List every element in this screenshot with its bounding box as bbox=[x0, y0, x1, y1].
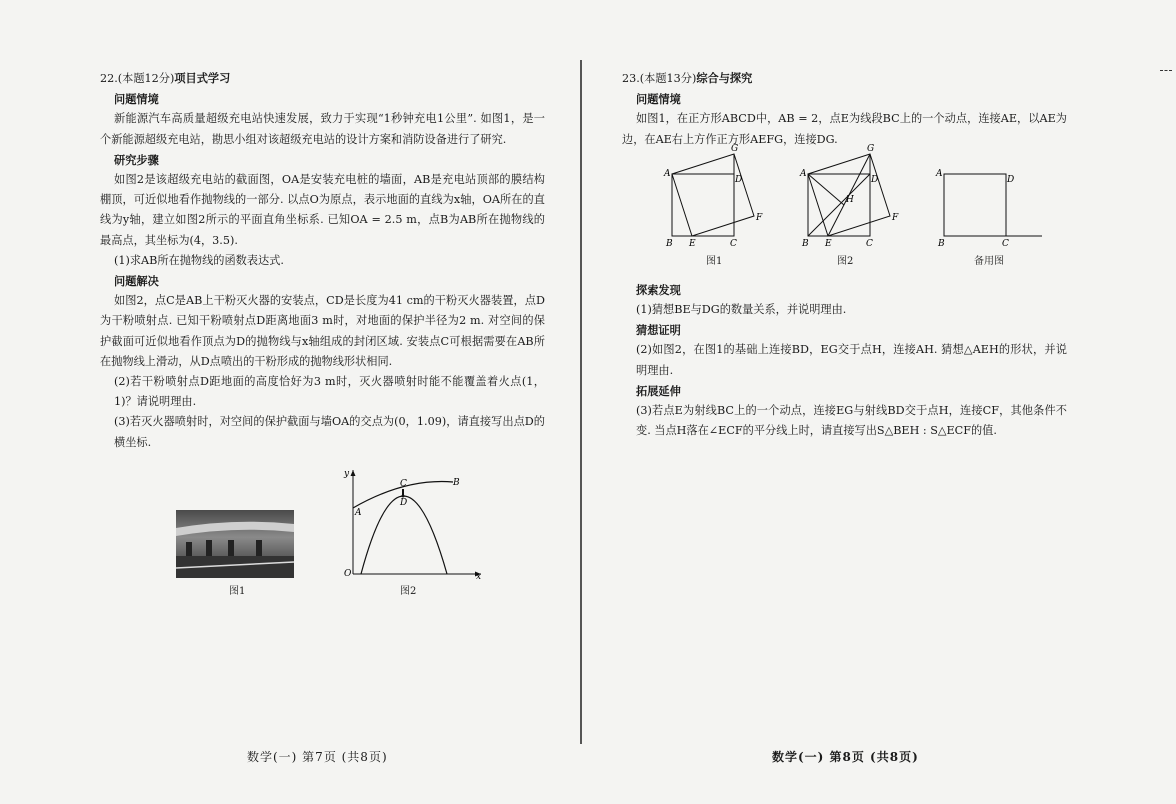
paragraph: 新能源汽车高质量超级充电站快速发展，致力于实现“1秒钟充电1公里”. 如图1，是一个新能源超级充电站，勘思小组对该超级充电站的设计方案和消防设备进行了研究. bbox=[100, 112, 545, 146]
square-abcd bbox=[672, 174, 734, 236]
question-score: (本题12分) bbox=[117, 72, 175, 85]
paragraph: 如图2是该超级充电站的截面图，OA是安装充电桩的墙面，AB是充电站顶部的膜结构棚顶，可近似地看作抛物线的一部分. 以点O为原点，表示地面的直线为x轴，OA所在的直线为y轴，建立如图2所示的平面直角坐标系. 已知OA = 2.5 m，点B为AB所在抛物线的最高点，其坐标为(4，3.5). bbox=[100, 173, 545, 247]
label-h: H bbox=[846, 195, 854, 205]
charging-station-photo bbox=[176, 510, 294, 578]
square-aefg bbox=[672, 154, 754, 236]
subquestion-3: (3)若灭火器喷射时，对空间的保护截面与墙OA的交点为(0，1.09)，请直接写出点D的横坐标. bbox=[114, 415, 545, 449]
label-e: E bbox=[689, 239, 696, 249]
label-c: C bbox=[730, 239, 737, 249]
label-d: D bbox=[735, 175, 743, 185]
question-score: (本题13分) bbox=[639, 72, 697, 85]
square-figures bbox=[662, 140, 1082, 268]
label-a: A bbox=[800, 169, 807, 179]
label-d: D bbox=[1007, 175, 1015, 185]
backup-figure-caption: 备用图 bbox=[974, 256, 1004, 267]
subquestion-2: (2)若干粉喷射点D距地面的高度恰好为3 m时，灭火器喷射时能不能覆盖着火点(1，1)？请说明理由. bbox=[114, 375, 545, 409]
section-heading: 问题情境 bbox=[636, 92, 681, 107]
question-22 bbox=[100, 68, 545, 453]
question-number: 22. bbox=[100, 72, 118, 85]
page-8 bbox=[582, 0, 1176, 804]
question-22-header bbox=[100, 68, 545, 89]
x-axis-label: x bbox=[476, 572, 482, 582]
label-c: C bbox=[1002, 239, 1009, 249]
page-7 bbox=[0, 0, 580, 804]
question-number: 23. bbox=[622, 72, 640, 85]
parabola-diagram bbox=[335, 462, 485, 582]
segment-bd bbox=[808, 174, 870, 236]
figure-2-caption: 图2 bbox=[837, 256, 854, 267]
subquestion-1: (1)猜想BE与DG的数量关系，并说明理由. bbox=[636, 303, 847, 317]
page-footer: 数学(一) 第7页 (共8页) bbox=[247, 750, 388, 764]
label-c: C bbox=[866, 239, 873, 249]
y-axis-arrow bbox=[351, 470, 356, 476]
label-e: E bbox=[825, 239, 832, 249]
section-heading: 问题解决 bbox=[114, 274, 159, 289]
label-g: G bbox=[731, 144, 739, 154]
subquestion-3: (3)若点E为射线BC上的一个动点，连接EG与射线BD交于点H，连接CF，其他条件不变. 当点H落在∠ECF的平分线上时，请直接写出S△BEH : S△ECF的值. bbox=[636, 404, 1067, 438]
figure-1 bbox=[663, 144, 763, 249]
question-23-header bbox=[622, 68, 1067, 89]
label-b: B bbox=[666, 239, 673, 249]
paragraph: 如图2，点C是AB上干粉灭火器的安装点，CD是长度为41 cm的干粉灭火器装置，点D为干粉喷射点. 已知干粉喷射点D距离地面3 m时，对地面的保护半径为2 m. 对空间的保护截面可近似地看作顶点为D的抛物线与x轴组成的封闭区域. 安装点C可根据需要在AB所在抛物线上滑动，从D点喷出的干粉形成的抛物线形状相同. bbox=[100, 294, 545, 368]
section-heading: 研究步骤 bbox=[114, 152, 159, 167]
page-footer: 数学(一) 第8页 (共8页) bbox=[772, 750, 919, 764]
label-f: F bbox=[756, 213, 763, 223]
point-b-label: B bbox=[453, 478, 460, 488]
origin-label: O bbox=[344, 569, 352, 579]
subquestion-2: (2)如图2，在图1的基础上连接BD，EG交于点H，连接AH. 猜想△AEH的形状，并说明理由. bbox=[636, 343, 1067, 377]
question-title: 综合与探究 bbox=[696, 71, 753, 85]
y-axis-label: y bbox=[344, 469, 350, 479]
label-g: G bbox=[867, 144, 875, 154]
section-heading: 拓展延伸 bbox=[636, 383, 681, 398]
label-b: B bbox=[938, 239, 945, 249]
point-d-label: D bbox=[400, 498, 408, 508]
label-d: D bbox=[871, 175, 879, 185]
section-heading: 猜想证明 bbox=[636, 323, 681, 338]
label-a: A bbox=[936, 169, 943, 179]
figure-1-caption: 图1 bbox=[229, 586, 246, 597]
backup-figure bbox=[935, 169, 1042, 249]
paragraph: 如图1，在正方形ABCD中，AB = 2，点E为线段BC上的一个动点，连接AE，以AE为边，在AE右上方作正方形AEFG，连接DG. bbox=[622, 112, 1067, 146]
section-heading: 探索发现 bbox=[636, 282, 681, 297]
question-title: 项目式学习 bbox=[174, 71, 231, 85]
figure-2 bbox=[799, 144, 899, 249]
figure-1-caption: 图1 bbox=[706, 256, 723, 267]
label-b: B bbox=[802, 239, 809, 249]
label-a: A bbox=[664, 169, 671, 179]
point-c-label: C bbox=[400, 479, 407, 489]
point-a-label: A bbox=[355, 508, 362, 518]
section-heading: 问题情境 bbox=[114, 92, 159, 107]
label-f: F bbox=[892, 213, 899, 223]
subquestion-1: (1)求AB所在抛物线的函数表达式. bbox=[114, 253, 284, 267]
square-abcd bbox=[944, 174, 1006, 236]
edge-mark bbox=[1160, 70, 1172, 73]
figure-2-caption: 图2 bbox=[400, 586, 417, 597]
